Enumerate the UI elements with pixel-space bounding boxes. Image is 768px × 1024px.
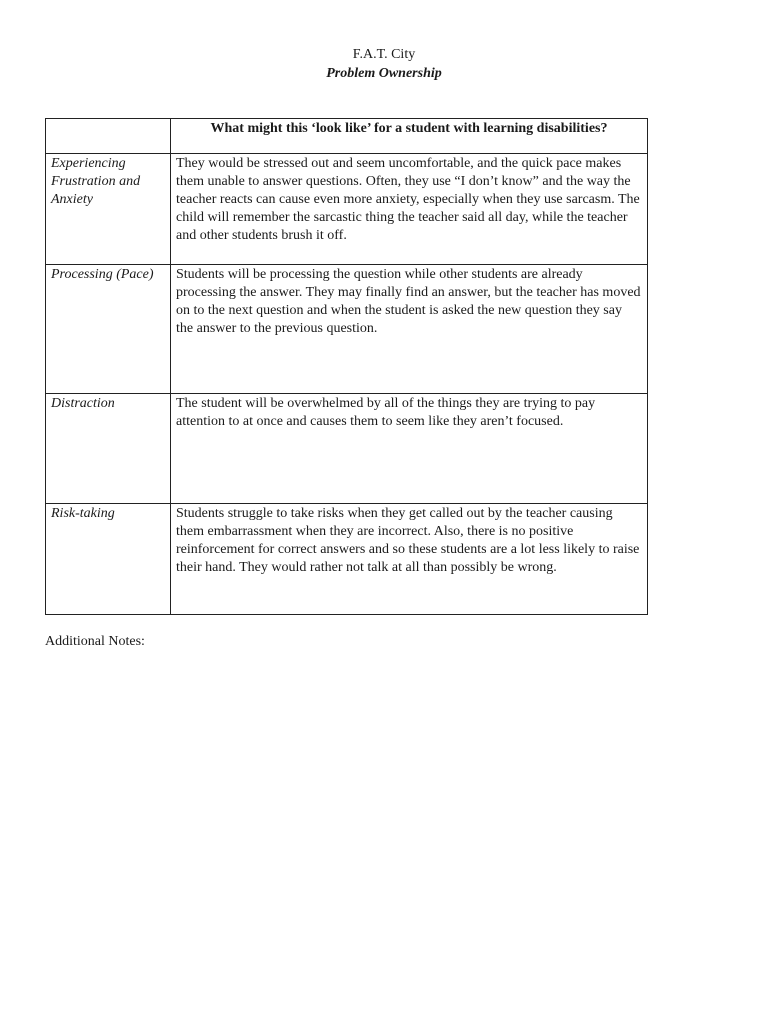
row-label-processing: Processing (Pace)	[46, 265, 171, 394]
row-label-risk-taking: Risk-taking	[46, 504, 171, 615]
document-subtitle: Problem Ownership	[326, 66, 442, 81]
header-question-cell: What might this ‘look like’ for a student with learning disabilities?	[171, 119, 648, 154]
table-row	[46, 154, 648, 265]
table-header-row	[46, 119, 648, 154]
table-row	[46, 394, 648, 504]
table-row	[46, 504, 648, 615]
additional-notes-label: Additional Notes:	[45, 634, 145, 649]
problem-ownership-table	[45, 118, 648, 615]
row-text-processing: Students will be processing the question while other students are already processing the answer. They may finally find an answer, but the teacher has moved on to the next question and when the student is asked the new question they say the answer to the previous question.	[171, 265, 648, 394]
row-text-distraction: The student will be overwhelmed by all of the things they are trying to pay attention to at once and causes them to seem like they aren’t focused.	[171, 394, 648, 504]
row-text-risk-taking: Students struggle to take risks when they get called out by the teacher causing them embarrassment when they are incorrect. Also, there is no positive reinforcement for correct answers and so these students are a lot less likely to raise their hand. They would rather not talk at all than possibly be wrong.	[171, 504, 648, 615]
table-row	[46, 265, 648, 394]
header-blank-cell	[46, 119, 171, 154]
document-title: F.A.T. City	[352, 47, 416, 62]
row-text-frustration: They would be stressed out and seem uncomfortable, and the quick pace makes them unable to answer questions. Often, they use “I don’t know” and the way the teacher reacts can cause even more anxiety, especially when they use sarcasm. The child will remember the sarcastic thing the teacher said all day, while the teacher and other students brush it off.	[171, 154, 648, 265]
row-label-frustration: Experiencing Frustration and Anxiety	[46, 154, 171, 265]
row-label-distraction: Distraction	[46, 394, 171, 504]
